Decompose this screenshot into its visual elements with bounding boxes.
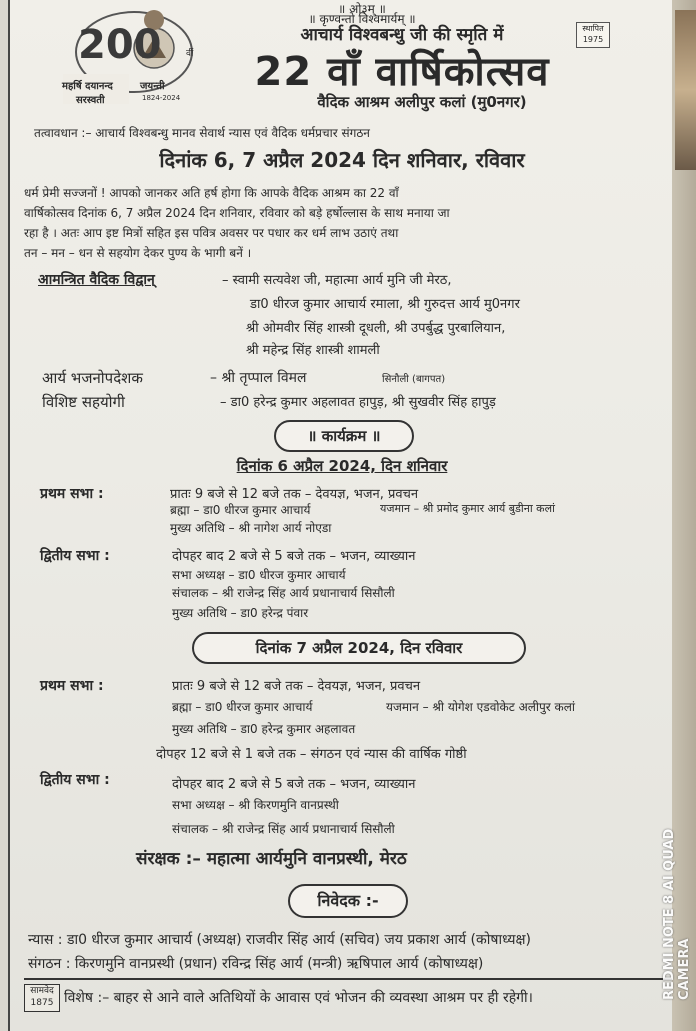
logo-number: 200 [78, 22, 162, 68]
program-heading: ॥ कार्यक्रम ॥ [274, 420, 414, 452]
trust-line: न्यास : डा0 धीरज कुमार आचार्य (अध्यक्ष) राजवीर सिंह आर्य (सचिव) जय प्रकाश आर्य (कोषाध्यक्ष) [28, 932, 531, 948]
day1-session1-host: यजमान – श्री प्रमोद कुमार आर्य बुडीना कलां [380, 502, 555, 515]
camera-watermark: REDMI NOTE 8 AI QUAD CAMERA [662, 828, 692, 1000]
logo-caption-1: महर्षि दयानन्द [62, 81, 113, 92]
day2-session2-time: दोपहर बाद 2 बजे से 5 बजे तक – भजन, व्याख्यान [172, 777, 416, 792]
memory-line: आचार्य विश्वबन्धु जी की स्मृति में [300, 25, 504, 45]
requesters-heading: निवेदक :- [288, 884, 408, 918]
scholars-label: आमन्त्रित वैदिक विद्वान् [38, 272, 155, 288]
supporter-label: विशिष्ट सहयोगी [42, 393, 125, 411]
background-photo [675, 10, 696, 170]
logo-caption-3: जयन्ती [140, 81, 165, 92]
day2-heading: दिनांक 7 अप्रैल 2024, दिन रविवार [192, 632, 526, 664]
day2-session1-guest: मुख्य अतिथि – डा0 हरेन्द्र कुमार अहलावत [172, 722, 356, 736]
day2-session2-host: संचालक – श्री राजेन्द्र सिंह आर्य प्रधानाचार्य सिसौली [172, 822, 395, 836]
day1-session2-host: संचालक – श्री राजेन्द्र सिंह आर्य प्रधानाचार्य सिसौली [172, 586, 395, 600]
day1-session2-guest: मुख्य अतिथि – डा0 हरेन्द्र पंवार [172, 606, 309, 620]
day2-session2-chair: सभा अध्यक्ष – श्री किरणमुनि वानप्रस्थी [172, 798, 339, 812]
day1-session1-label: प्रथम सभा : [40, 486, 104, 502]
day1-session2-time: दोपहर बाद 2 बजे से 5 बजे तक – भजन, व्याख्यान [172, 549, 416, 564]
day1-session1-guest: मुख्य अतिथि – श्री नागेश आर्य नोएडा [170, 521, 332, 535]
day2-session1-time: प्रातः 9 बजे से 12 बजे तक – देवयज्ञ, भजन, प्रवचन [172, 679, 421, 694]
om-line: ॥ ओ३म् ॥ [338, 2, 386, 16]
footer-badge: सामवेद 1875 [24, 984, 60, 1012]
scholars-line-2: डा0 धीरज कुमार आचार्य रमाला, श्री गुरुदत्त आर्य मु0नगर [250, 297, 520, 312]
logo-suffix: वीं [186, 49, 194, 59]
logo-caption-2: सरस्वती [76, 95, 105, 106]
supporter-value: – डा0 हरेन्द्र कुमार अहलावत हापुड़, श्री सुखवीर सिंह हापुड़ [220, 395, 496, 410]
scholars-line-1: – स्वामी सत्यवेश जी, महात्मा आर्य मुनि जी मेरठ, [222, 273, 452, 288]
intro-line-3: रहा है । अतः आप इष्ट मित्रों सहित इस पवित्र अवसर पर पधार कर धर्म लाभ उठाएं तथा [24, 226, 399, 240]
day2-session1-brahma: ब्रह्मा – डा0 धीरज कुमार आचार्य [172, 700, 313, 714]
day1-session2-chair: सभा अध्यक्ष – डा0 धीरज कुमार आचार्य [172, 568, 346, 582]
venue: वैदिक आश्रम अलीपुर कलां (मु0नगर) [317, 93, 527, 111]
special-note: विशेष :– बाहर से आने वाले अतिथियों के आवास एवं भोजन की व्यवस्था आश्रम पर ही रहेगी। [64, 990, 533, 1006]
established-badge: स्थापित 1975 [576, 22, 610, 48]
page-title: 22 वाँ वार्षिकोत्सव [254, 49, 550, 95]
day1-session1-time: प्रातः 9 बजे से 12 बजे तक – देवयज्ञ, भजन, प्रवचन [170, 487, 419, 502]
intro-line-4: तन – मन – धन से सहयोग देकर पुण्य के भागी बनें । [24, 246, 252, 260]
singer-value: – श्री तृप्पाल विमल [210, 370, 307, 386]
date-line: दिनांक 6, 7 अप्रैल 2024 दिन शनिवार, रविवार [159, 148, 525, 172]
day2-session2-label: द्वितीय सभा : [40, 772, 110, 788]
intro-line-2: वार्षिकोत्सव दिनांक 6, 7 अप्रैल 2024 दिन शनिवार, रविवार को बड़े हर्षोल्लास के साथ मनाया जा [24, 206, 450, 220]
scholars-line-3: श्री ओमवीर सिंह शास्त्री दूधली, श्री उपर्बुद्ध पुरबालियान, [246, 321, 506, 336]
day2-session1-label: प्रथम सभा : [40, 678, 104, 694]
day2-session1-host: यजमान – श्री योगेश एडवोकेट अलीपुर कलां [386, 700, 575, 714]
logo-years: 1824-2024 [142, 94, 181, 102]
patron-org: तत्वावधान :– आचार्य विश्वबन्धु मानव सेवार्थ न्यास एवं वैदिक धर्मप्रचार संगठन [34, 126, 370, 140]
scholars-line-4: श्री महेन्द्र सिंह शास्त्री शामली [246, 343, 380, 358]
singer-note: सिनौली (बागपत) [382, 374, 446, 385]
day2-meeting: दोपहर 12 बजे से 1 बजे तक – संगठन एवं न्यास की वार्षिक गोष्ठी [156, 747, 467, 762]
protector-line: संरक्षक :– महात्मा आर्यमुनि वानप्रस्थी, मेरठ [136, 849, 407, 869]
motto: ॥ कृण्वन्तो विश्वमार्यम् ॥ [308, 12, 416, 26]
footer-divider [24, 978, 674, 980]
day1-session1-brahma: ब्रह्मा – डा0 धीरज कुमार आचार्य [170, 503, 311, 517]
day1-session2-label: द्वितीय सभा : [40, 548, 110, 564]
singer-label: आर्य भजनोपदेशक [42, 369, 143, 387]
intro-line-1: धर्म प्रेमी सज्जनों ! आपको जानकर अति हर्ष होगा कि आपके वैदिक आश्रम का 22 वाँ [24, 186, 399, 200]
day1-heading: दिनांक 6 अप्रैल 2024, दिन शनिवार [236, 457, 448, 475]
poster-sheet [8, 0, 674, 1031]
org-line: संगठन : किरणमुनि वानप्रस्थी (प्रधान) रविन्द्र सिंह आर्य (मन्त्री) ऋषिपाल आर्य (कोषाध्यक्ष) [28, 956, 484, 972]
